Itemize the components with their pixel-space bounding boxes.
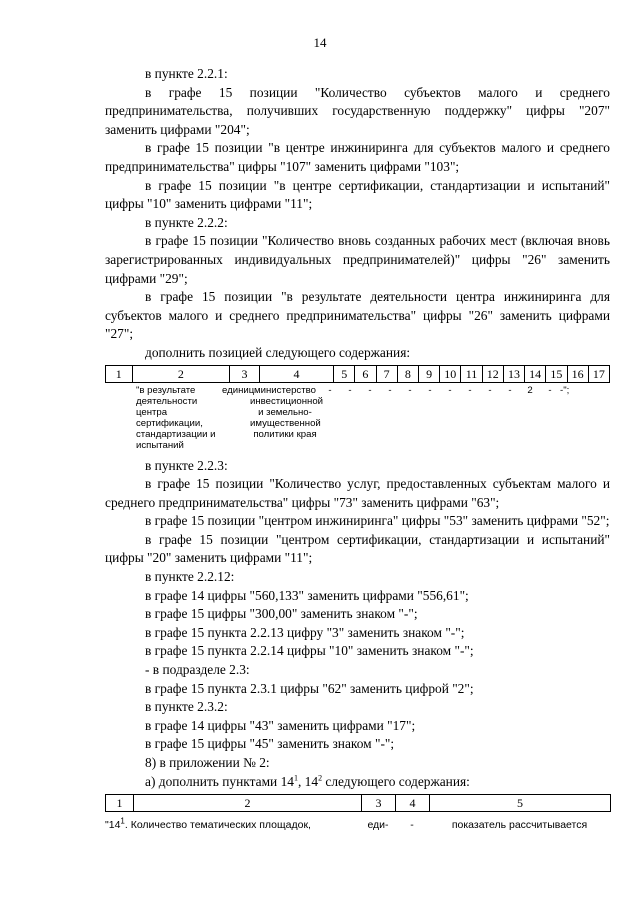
position-table [105,365,610,383]
paragraph: дополнить позицией следующего содержания: [145,344,411,360]
paragraph: в графе 15 цифры "45" заменить знаком "-"; [145,736,395,752]
document-body [105,65,610,835]
header-cell: 8 [397,365,418,382]
paragraph-text: следующего содержания: [322,773,470,789]
dash-cell: - [328,384,332,396]
cell-text: "14 [105,819,121,832]
appendix-cell-5: показатель рассчитывается [451,819,588,832]
appendix-cell-3: еди- [367,819,389,832]
dash-cell: - [468,384,472,396]
dash-cell: - [348,384,352,396]
header-cell: 3 [230,365,260,382]
paragraph: в графе 15 позиции "центром инжиниринга" цифры "53" заменить цифрами "52"; [145,513,610,529]
paragraph: в графе 15 пункта 2.3.1 цифры "62" заменить цифрой "2"; [145,680,474,696]
paragraph: в пункте 2.3.2: [145,699,228,715]
paragraphs-section-a [105,65,610,363]
paragraph: в графе 14 цифры "43" заменить цифрами "17"; [145,717,416,733]
paragraph: в графе 15 позиции "в центре инжиниринга для субъектов малого и среднего предпринимательства" цифры "107" заменить цифрами "103"; [105,140,610,174]
header-cell: 2 [134,795,362,812]
paragraph-text: а) дополнить пунктами 14 [145,773,294,789]
paragraph: 8) в приложении № 2: [145,755,270,770]
paragraph: в графе 15 позиции "центром сертификации, стандартизации и испытаний" цифры "20" заменить цифрами "11"; [105,531,610,566]
dash-cell: - [488,384,492,396]
header-cell: 6 [355,365,376,382]
header-cell: 7 [376,365,397,382]
paragraph: в графе 15 пункта 2.2.14 цифры "10" заменить знаком "-"; [145,643,474,659]
header-cell: 4 [396,795,430,812]
paragraph: в графе 15 позиции "в центре сертификации, стандартизации и испытаний" цифры "10" заменить цифрами "11"; [105,177,610,212]
paragraphs-section-b [105,457,610,773]
superscript: 1 [293,773,298,783]
dash-cell: - [548,384,552,396]
superscript: 2 [318,773,323,783]
appendix-table-header-row [106,795,611,812]
paragraph: в пункте 2.2.1: [145,66,228,81]
header-cell: 9 [418,365,439,382]
table-content-row [105,385,610,451]
paragraph: в пункте 2.2.2: [145,214,228,230]
table-dash-cells [320,385,588,451]
dash-cell: - [408,384,412,396]
page-number: 14 [313,35,327,50]
paragraph: в графе 15 позиции "Количество субъектов малого и среднего предпринимательства, получивших государственную поддержку" цифры "207" заменить цифрами "204"; [105,84,610,137]
dash-cell: - [368,384,372,396]
header-cell: 5 [334,365,355,382]
dash-cell: - [428,384,432,396]
header-cell: 2 [132,365,230,382]
cell-text: . Количество тематических площадок, [124,819,311,832]
header-cell: 3 [362,795,396,812]
header-cell: 5 [430,795,611,812]
table-header-row [106,365,610,382]
appendix-cell-2 [105,816,361,835]
header-cell: 13 [503,365,524,382]
header-cell: 14 [525,365,546,382]
superscript: 1 [120,816,125,826]
paragraph-text: , 14 [297,773,319,789]
appendix-cell-4: - [410,819,414,832]
header-cell: 1 [106,795,134,812]
paragraph: - в подразделе 2.3: [145,662,250,678]
dash-cell: - [448,384,452,396]
header-cell: 1 [106,365,133,382]
dash-cell: - [508,384,512,396]
paragraph: в графе 15 цифры "300,00" заменить знаком "-"; [145,606,418,622]
header-cell: 15 [546,365,567,382]
table-cell-4: министерство инвестиционной и земельно-имущественной политики края [250,384,324,440]
dash-cell: -"; [560,384,570,396]
paragraph: в пункте 2.2.12: [145,569,235,585]
header-cell: 12 [482,365,503,382]
paragraph: в графе 15 позиции "Количество услуг, предоставленных субъектам малого и среднего предпринимательства" цифры "73" заменить цифрами "63"; [105,476,610,510]
header-cell: 17 [588,365,609,382]
header-cell: 16 [567,365,588,382]
appendix-table [105,794,611,812]
paragraph: в графе 15 позиции "Количество вновь созданных рабочих мест (включая вновь зарегистрированных индивидуальных предпринимателей)" цифры "26" заменить цифрами "29"; [105,233,610,286]
paragraph: в графе 14 цифры "560,133" заменить цифрами "556,61"; [145,587,469,603]
table-cell-2: "в результате деятельности центра сертификации, стандартизации и испытаний [136,384,216,451]
table-cell-1 [105,385,130,451]
table-cell-3: единиц [222,384,255,396]
paragraph: в пункте 2.2.3: [145,457,228,473]
header-cell: 4 [259,365,333,382]
paragraph: в графе 15 позиции "в результате деятельности центра инжиниринга для субъектов малого и среднего предпринимательства" цифры "26" заменить цифрами "27"; [105,289,610,342]
header-cell: 11 [461,365,482,382]
dash-cell: 2 [527,384,533,396]
paragraph: в графе 15 пункта 2.2.13 цифру "3" заменить знаком "-"; [145,624,465,640]
dash-cell: - [388,384,392,396]
paragraph-add-points [105,773,610,792]
header-cell: 10 [440,365,461,382]
appendix-table-row [105,816,610,835]
